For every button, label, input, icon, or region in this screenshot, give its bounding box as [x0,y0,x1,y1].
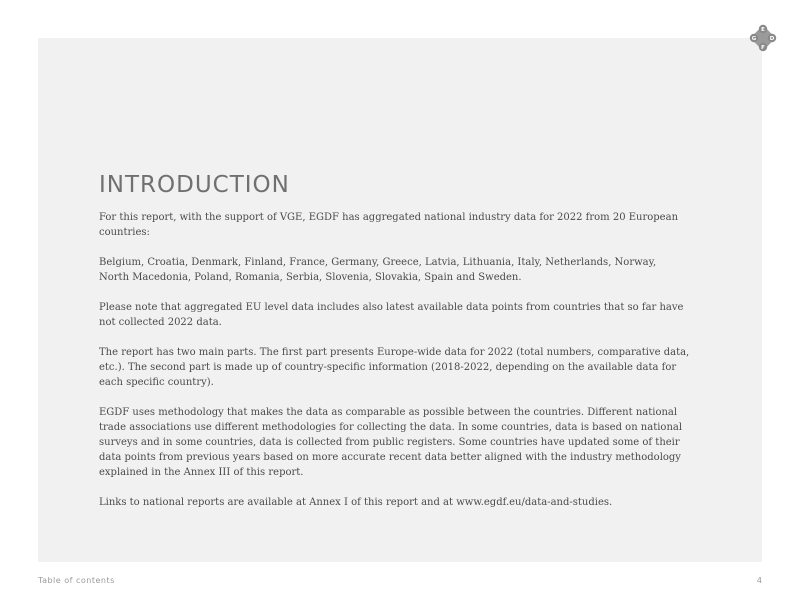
svg-text:G: G [751,36,757,43]
main-content [99,170,699,525]
links-paragraph: Links to national reports are available at Annex I of this report and at www.egdf.eu/data-and-studies. [99,497,613,508]
table-of-contents-link[interactable]: Table of contents [38,576,115,585]
svg-text:F: F [761,45,765,52]
svg-text:E: E [761,27,765,34]
methodology-paragraph: EGDF uses methodology that makes the data as comparable as possible between the countries. Different national trade associations use different methodologies for collecting the data. In some countries, data is based on national surveys and in some countries, data is collected from public registers. Some countries have updated some of their data points from previous years based on more accurate recent data better aligned with the industry methodology explained in the Annex III of this report. [99,407,683,478]
svg-text:D: D [769,36,775,43]
egdf-logo [749,24,777,52]
page-number: 4 [756,576,762,585]
country-list-paragraph: Belgium, Croatia, Denmark, Finland, France, Germany, Greece, Latvia, Lithuania, Italy, Netherlands, Norway, North Macedonia, Poland, Romania, Serbia, Slovenia, Slovakia, Spain and Sweden. [99,257,657,283]
intro-paragraph: For this report, with the support of VGE, EGDF has aggregated national industry data for 2022 from 20 European countries: [99,212,679,238]
eu-data-note-paragraph: Please note that aggregated EU level data includes also latest available data points from countries that so far have not collected 2022 data. [99,302,684,328]
report-structure-paragraph: The report has two main parts. The first part presents Europe-wide data for 2022 (total numbers, comparative data, etc.). The second part is made up of country-specific information (2018-2022, depending on the available data for each specific country). [99,347,690,388]
page-title: INTRODUCTION [99,172,290,198]
